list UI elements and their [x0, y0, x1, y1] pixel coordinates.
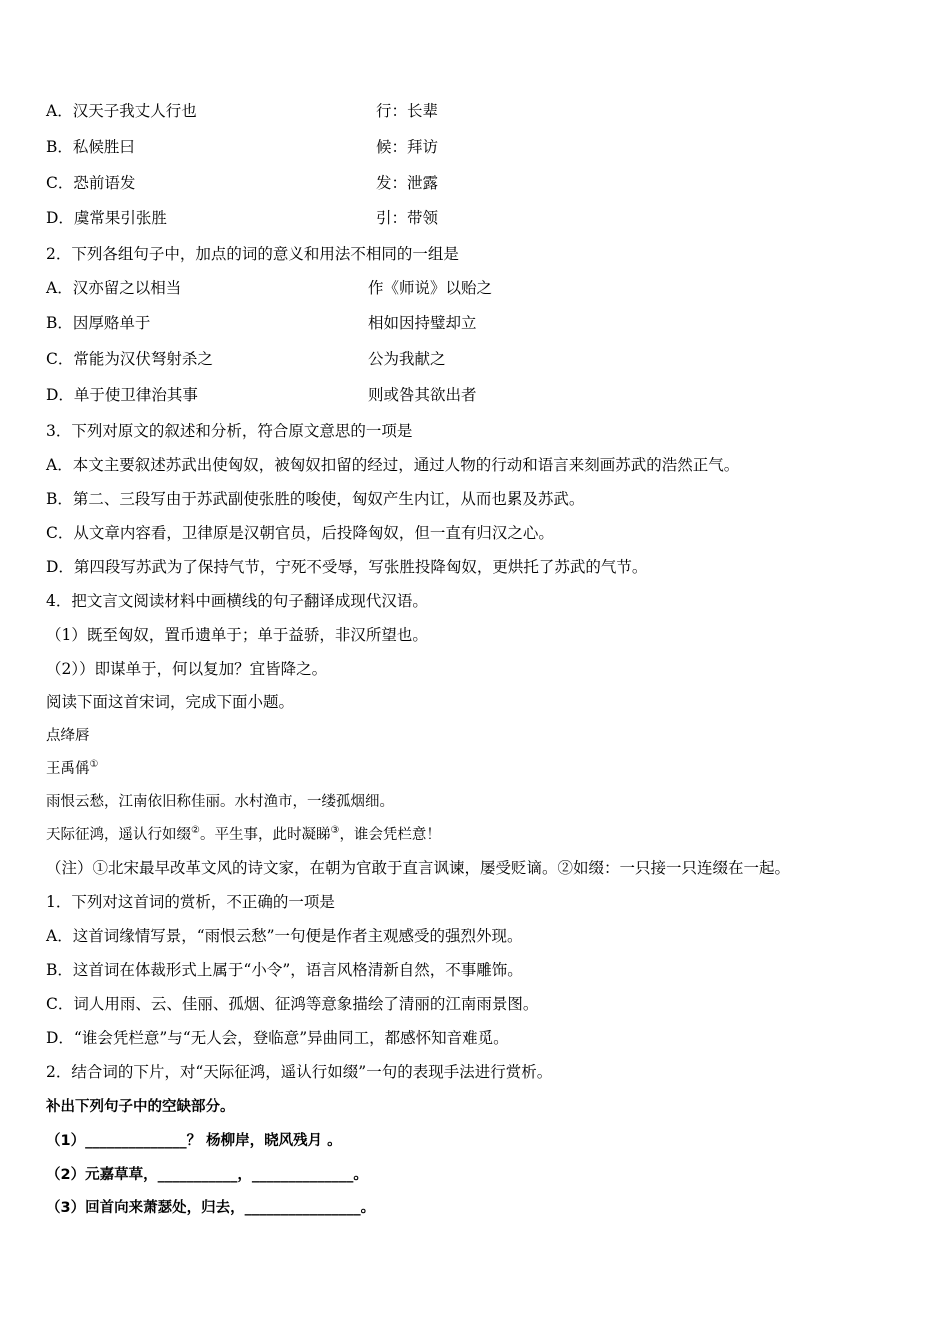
- q1-option-a: [46, 100, 439, 122]
- q3-option-a: A．本文主要叙述苏武出使匈奴，被匈奴扣留的经过，通过人物的行动和语言来刻画苏武的浩然正气。: [46, 456, 740, 474]
- poem-line-2: [46, 824, 441, 846]
- poem-author: [46, 758, 98, 780]
- q3-option-c: C．从文章内容看，卫律原是汉朝官员，后投降匈奴，但一直有归汉之心。: [46, 524, 554, 542]
- fill-item-1: （1）______________？ 杨柳岸，晓风残月 。: [46, 1133, 342, 1149]
- q1-option-d-right: 引：带领: [376, 209, 439, 227]
- q2-option-b: [46, 312, 477, 334]
- q2-option-a-right: 作《师说》以贻之: [368, 279, 493, 297]
- q1-option-d: [46, 207, 439, 229]
- fill-section-title: 补出下列句子中的空缺部分。: [46, 1099, 235, 1115]
- poem-note-mark-3: ③: [330, 825, 340, 837]
- q2-option-d-right: 则或咎其欲出者: [368, 386, 477, 404]
- poem-intro: 阅读下面这首宋词，完成下面小题。: [46, 693, 295, 711]
- q4-item-1: （1）既至匈奴，置币遗单于；单于益骄，非汉所望也。: [46, 626, 428, 644]
- q3-option-d: D．第四段写苏武为了保持气节，宁死不受辱，写张胜投降匈奴，更烘托了苏武的气节。: [46, 558, 648, 576]
- q4-stem: 4．把文言文阅读材料中画横线的句子翻译成现代汉语。: [46, 592, 428, 610]
- poem-note: （注）①北宋最早改革文风的诗文家，在朝为官敢于直言讽谏，屡受贬谪。②如缀：一只接一只连缀在一起。: [46, 859, 791, 877]
- poem-note-mark-2: ②: [191, 825, 200, 837]
- poem-line-2-part-c: ，谁会凭栏意！: [339, 827, 441, 843]
- poem-author-name: 王禹偁: [46, 761, 90, 777]
- q4-item-2: （2））即谋单于，何以复加？宜皆降之。: [46, 660, 328, 678]
- q1-option-a-left: A．汉天子我丈人行也: [46, 102, 197, 120]
- q2-option-c-left: C．常能为汉伏弩射杀之: [46, 350, 213, 368]
- q2-option-b-right: 相如因持璧却立: [368, 314, 477, 332]
- q2-option-a-left: A．汉亦留之以相当: [46, 279, 182, 297]
- fill-item-2: （2）元嘉草草，___________，______________。: [46, 1167, 368, 1183]
- poem-author-note-mark: ①: [89, 759, 99, 771]
- q3-option-b: B．第二、三段写由于苏武副使张胜的唆使，匈奴产生内讧，从而也累及苏武。: [46, 490, 585, 508]
- q1-option-b: [46, 136, 439, 158]
- q2-option-b-left: B．因厚赂单于: [46, 314, 151, 332]
- q1-option-a-right: 行：长辈: [376, 102, 439, 120]
- q2-option-c: [46, 348, 446, 370]
- poem-line-2-part-b: 。平生事，此时凝睇: [199, 827, 331, 843]
- poem-q1-stem: 1．下列对这首词的赏析，不正确的一项是: [46, 893, 335, 911]
- poem-line-1: 雨恨云愁，江南依旧称佳丽。水村渔市，一缕孤烟细。: [46, 794, 394, 810]
- q1-option-c-left: C．恐前语发: [46, 174, 136, 192]
- poem-q1-option-a: A．这首词缘情写景，“雨恨云愁”一句便是作者主观感受的强烈外现。: [46, 927, 523, 945]
- q1-option-b-left: B．私候胜曰: [46, 138, 135, 156]
- poem-q1-option-b: B．这首词在体裁形式上属于“小令”，语言风格清新自然，不事雕饰。: [46, 961, 523, 979]
- q1-option-d-left: D．虞常果引张胜: [46, 209, 167, 227]
- poem-title: 点绛唇: [46, 728, 90, 744]
- q3-stem: 3．下列对原文的叙述和分析，符合原文意思的一项是: [46, 422, 413, 440]
- q1-option-c-right: 发：泄露: [376, 174, 439, 192]
- q2-option-d-left: D．单于使卫律治其事: [46, 386, 198, 404]
- poem-line-2-part-a: 天际征鸿，遥认行如缀: [46, 827, 191, 843]
- q1-option-c: [46, 172, 439, 194]
- q2-option-c-right: 公为我献之: [368, 350, 446, 368]
- fill-item-3: （3）回首向来萧瑟处，归去，________________。: [46, 1200, 376, 1216]
- poem-q2-stem: 2．结合词的下片，对“天际征鸿，遥认行如缀”一句的表现手法进行赏析。: [46, 1063, 553, 1081]
- q2-stem: 2．下列各组句子中，加点的词的意义和用法不相同的一组是: [46, 245, 459, 263]
- poem-q1-option-c: C．词人用雨、云、佳丽、孤烟、征鸿等意象描绘了清丽的江南雨景图。: [46, 995, 539, 1013]
- poem-q1-option-d: D．“谁会凭栏意”与“无人会，登临意”异曲同工，都感怀知音难觅。: [46, 1029, 509, 1047]
- q2-option-a: [46, 277, 493, 299]
- q1-option-b-right: 候：拜访: [376, 138, 439, 156]
- q2-option-d: [46, 384, 477, 406]
